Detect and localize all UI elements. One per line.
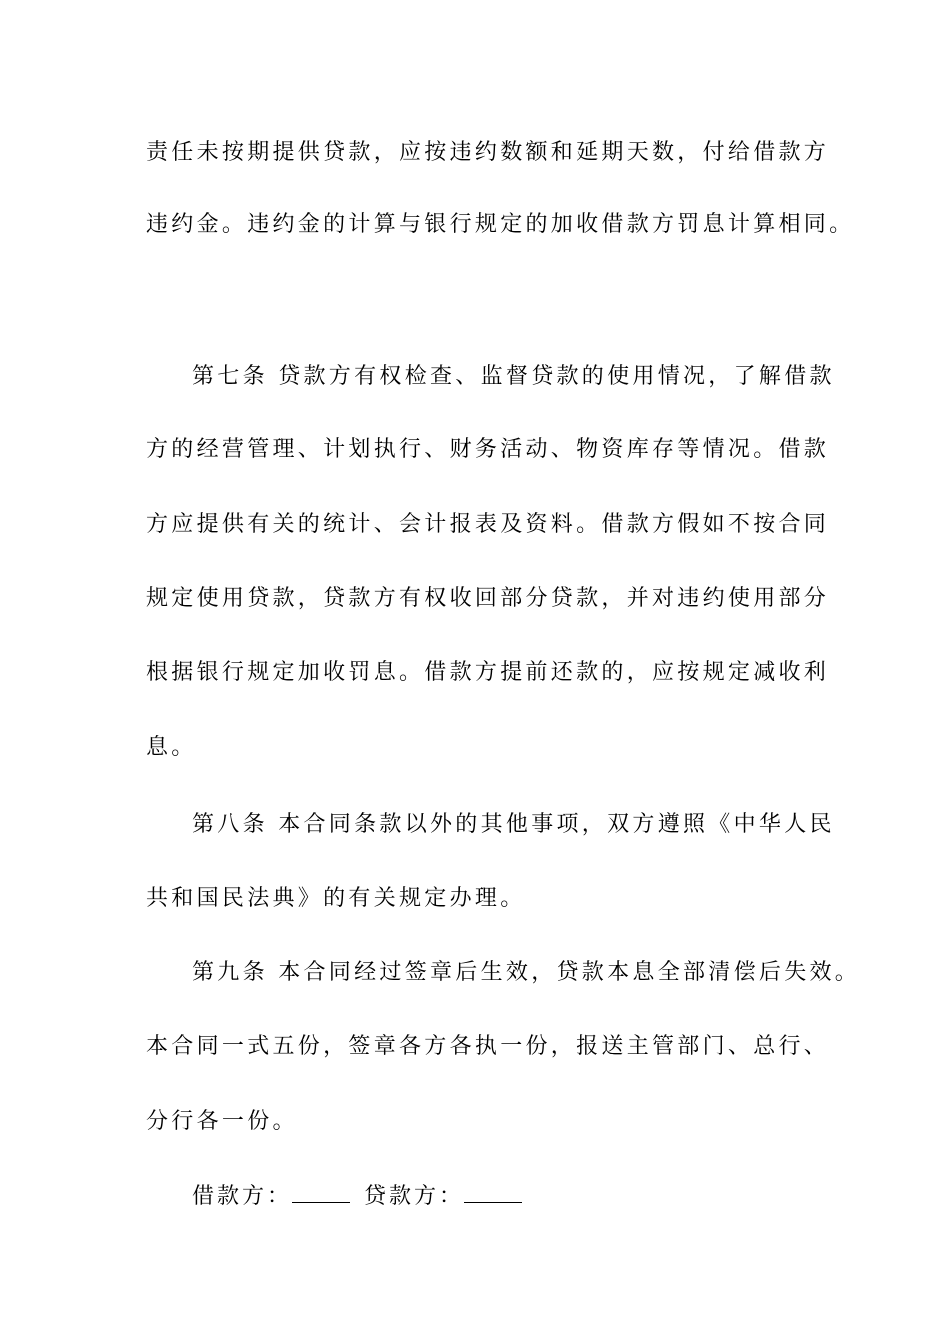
article-8-heading-line: 第八条 本合同条款以外的其他事项，双方遵照《中华人民 <box>192 812 835 837</box>
paragraph-line: 规定使用贷款，贷款方有权收回部分贷款，并对违约使用部分 <box>146 586 830 611</box>
borrower-blank[interactable] <box>292 1180 350 1203</box>
paragraph-line: 本合同一式五份，签章各方各执一份，报送主管部门、总行、 <box>146 1034 830 1059</box>
signature-line <box>192 1180 592 1214</box>
paragraph-line: 息。 <box>146 735 197 760</box>
paragraph-line: 共和国民法典》的有关规定办理。 <box>146 886 526 911</box>
article-9-heading-line: 第九条 本合同经过签章后生效，贷款本息全部清偿后失效。 <box>192 960 861 985</box>
lender-label: 贷款方： <box>364 1184 465 1209</box>
lender-blank[interactable] <box>464 1180 522 1203</box>
paragraph-line: 违约金。违约金的计算与银行规定的加收借款方罚息计算相同。 <box>146 212 855 237</box>
paragraph-line: 方应提供有关的统计、会计报表及资料。借款方假如不按合同 <box>146 512 830 537</box>
paragraph-line: 方的经营管理、计划执行、财务活动、物资库存等情况。借款 <box>146 437 830 462</box>
paragraph-line: 责任未按期提供贷款，应按违约数额和延期天数，付给借款方 <box>146 140 830 165</box>
borrower-label: 借款方： <box>192 1184 293 1209</box>
paragraph-line: 分行各一份。 <box>146 1109 298 1134</box>
article-7-heading-line: 第七条 贷款方有权检查、监督贷款的使用情况，了解借款 <box>192 364 835 389</box>
paragraph-line: 根据银行规定加收罚息。借款方提前还款的，应按规定减收利 <box>146 660 830 685</box>
